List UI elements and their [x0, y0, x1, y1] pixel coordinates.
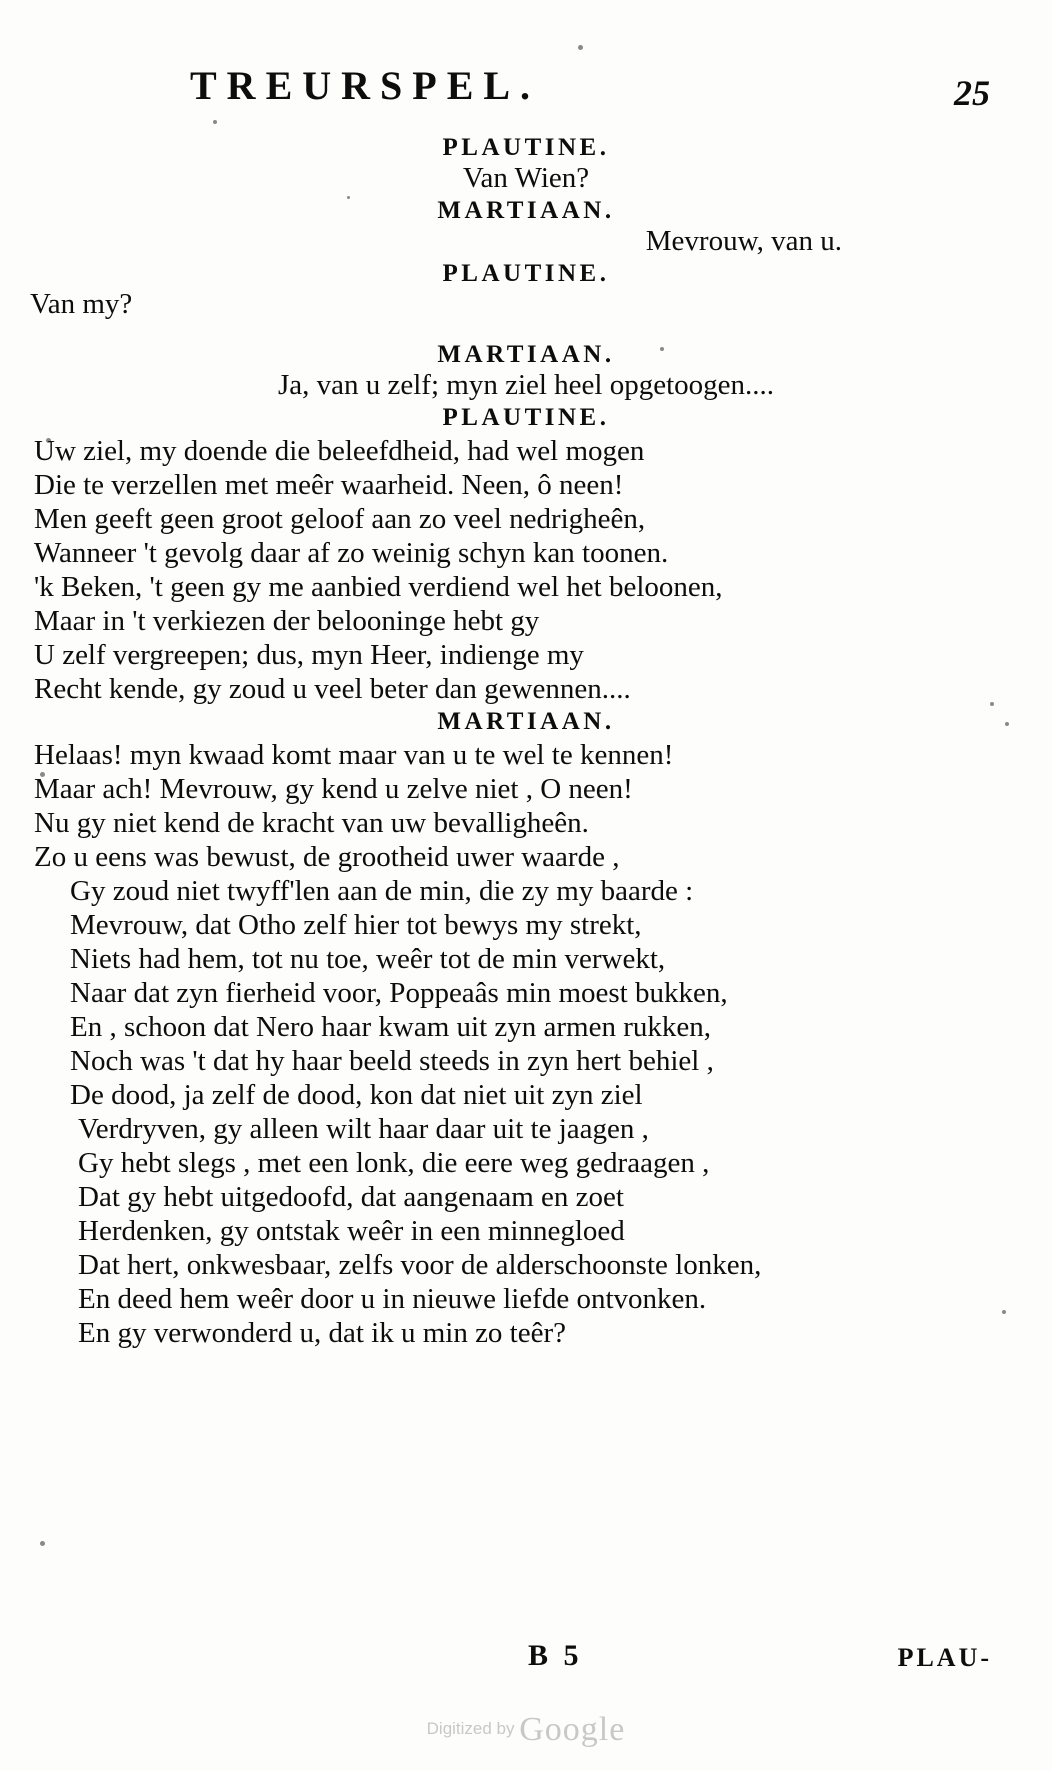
- verse-line: 'k Beken, 't geen gy me aanbied verdiend wel het beloonen,: [34, 571, 723, 603]
- verse-line: Van my?: [30, 288, 133, 320]
- verse-line: De dood, ja zelf de dood, kon dat niet uit zyn ziel: [70, 1079, 643, 1111]
- signature-mark: B 5: [528, 1639, 583, 1672]
- speaker-name: MARTIAAN.: [437, 708, 615, 735]
- verse-line: Mevrouw, dat Otho zelf hier tot bewys my strekt,: [70, 909, 642, 941]
- watermark-prefix: Digitized by: [426, 1719, 515, 1738]
- verse-line: Dat hert, onkwesbaar, zelfs voor de alderschoonste lonken,: [78, 1249, 762, 1281]
- verse-line: Ja, van u zelf; myn ziel heel opgetoogen....: [277, 369, 775, 401]
- verse-line: Herdenken, gy ontstak weêr in een minnegloed: [78, 1215, 625, 1247]
- scan-speck: [578, 45, 583, 50]
- verse-line: Men geeft geen groot geloof aan zo veel nedrigheên,: [34, 503, 646, 535]
- verse-line: Nu gy niet kend de kracht van uw bevalligheên.: [34, 807, 589, 839]
- dialogue-block: [0, 197, 1052, 256]
- speaker-name: PLAUTINE.: [442, 260, 610, 287]
- verse-line: Maar in 't verkiezen der belooninge hebt gy: [34, 605, 540, 637]
- verse-group: [34, 437, 1052, 704]
- verse-line: Uw ziel, my doende die beleefdheid, had wel mogen: [34, 435, 645, 467]
- page-footer: [0, 1639, 1052, 1685]
- verse-line: Helaas! myn kwaad komt maar van u te wel te kennen!: [34, 739, 674, 771]
- page-body: [0, 130, 1052, 1348]
- page-number: 25: [954, 73, 990, 113]
- dialogue-block: [0, 341, 1052, 400]
- verse-group: [34, 741, 1052, 1348]
- verse-line: Gy zoud niet twyff'len aan de min, die zy my baarde :: [70, 875, 694, 907]
- verse-line: Wanneer 't gevolg daar af zo weinig schyn kan toonen.: [34, 537, 669, 569]
- verse-line: Van Wien?: [462, 162, 590, 194]
- verse-line: Verdryven, gy alleen wilt haar daar uit te jaagen ,: [78, 1113, 649, 1145]
- verse-line: Noch was 't dat hy haar beeld steeds in zyn hert behiel ,: [70, 1045, 714, 1077]
- verse-line: Naar dat zyn fierheid voor, Poppeaâs min moest bukken,: [70, 977, 728, 1009]
- verse-line: Die te verzellen met meêr waarheid. Neen, ô neen!: [34, 469, 624, 501]
- verse-line: En , schoon dat Nero haar kwam uit zyn armen rukken,: [70, 1011, 712, 1043]
- verse-line: En gy verwonderd u, dat ik u min zo teêr?: [78, 1317, 567, 1349]
- speaker-name: MARTIAAN.: [437, 341, 615, 368]
- speaker-name: PLAUTINE.: [442, 404, 610, 431]
- watermark-brand: Google: [519, 1711, 626, 1748]
- page-header: [0, 62, 1052, 122]
- dialogue-block: [0, 134, 1052, 193]
- speaker-name: PLAUTINE.: [442, 134, 610, 161]
- dialogue-block: [0, 260, 1052, 319]
- verse-line: Recht kende, gy zoud u veel beter dan gewennen....: [34, 673, 631, 705]
- verse-line: Niets had hem, tot nu toe, weêr tot de min verwekt,: [70, 943, 666, 975]
- verse-line: Mevrouw, van u.: [645, 225, 842, 257]
- verse-line: Zo u eens was bewust, de grootheid uwer waarde ,: [34, 841, 620, 873]
- dialogue-block: [0, 708, 1052, 1348]
- speaker-name: MARTIAAN.: [437, 197, 615, 224]
- running-title: TREURSPEL.: [190, 63, 541, 108]
- verse-line: Maar ach! Mevrouw, gy kend u zelve niet , O neen!: [34, 773, 633, 805]
- verse-line: Gy hebt slegs , met een lonk, die eere weg gedraagen ,: [78, 1147, 710, 1179]
- scan-speck: [40, 1541, 45, 1546]
- dialogue-block: [0, 404, 1052, 704]
- verse-line: En deed hem weêr door u in nieuwe liefde ontvonken.: [78, 1283, 707, 1315]
- digitization-watermark: [0, 1711, 1052, 1749]
- catchword: PLAU-: [897, 1643, 992, 1672]
- verse-line: U zelf vergreepen; dus, myn Heer, indiengе my: [34, 639, 584, 671]
- verse-line: Dat gy hebt uitgedoofd, dat aangenaam en zoet: [78, 1181, 624, 1213]
